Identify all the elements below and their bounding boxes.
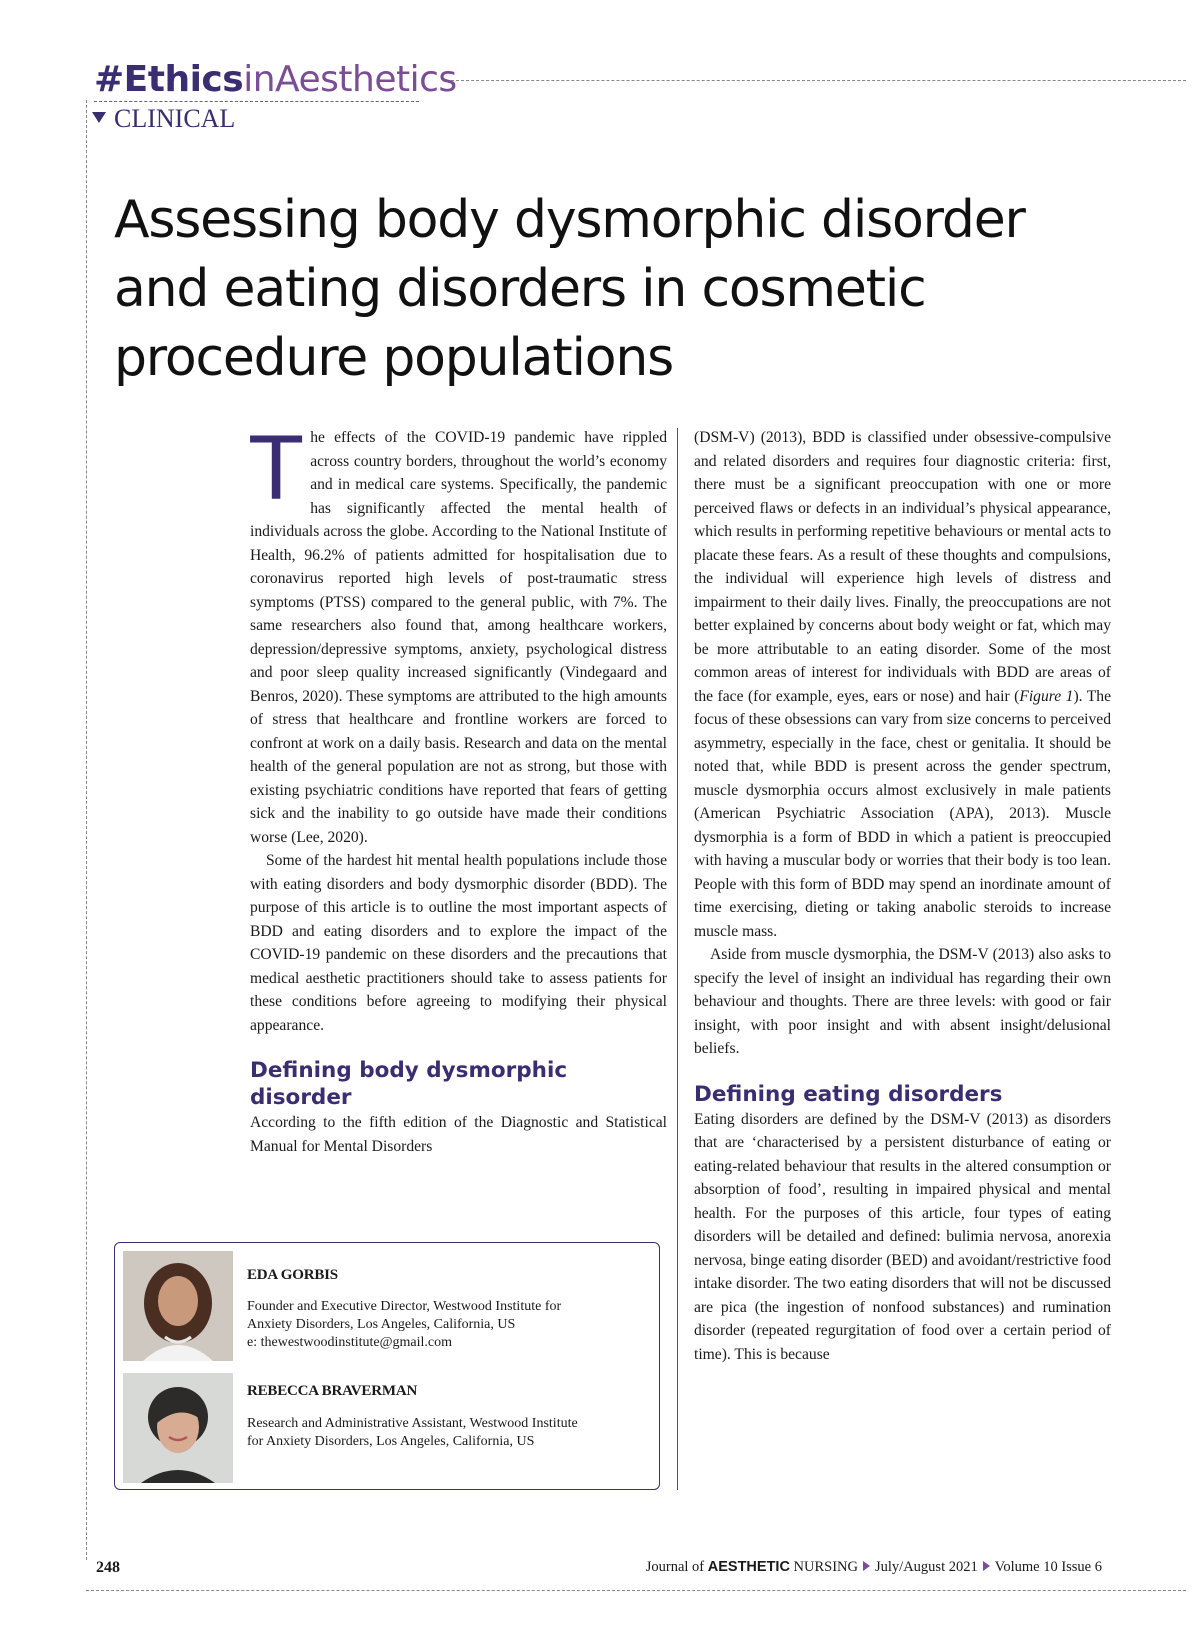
triangle-right-icon	[983, 1561, 990, 1571]
author-affiliation	[247, 1415, 647, 1451]
author-affiliation-line: Research and Administrative Assistant, Westwood Institute	[247, 1416, 578, 1431]
author-affiliation-line: Anxiety Disorders, Los Angeles, California, US	[247, 1317, 516, 1332]
paragraph	[694, 426, 1111, 943]
article-title: Assessing body dysmorphic disorder and eating disorders in cosmetic procedure populations	[114, 190, 1025, 388]
author-affiliation-line: for Anxiety Disorders, Los Angeles, California, US	[247, 1434, 535, 1449]
column-divider	[677, 428, 678, 1490]
section-heading-bdd: Defining body dysmorphic disorder	[250, 1058, 568, 1110]
brand-hashtag	[94, 58, 457, 102]
author-box	[114, 1242, 660, 1490]
author-photo-eda-gorbis	[123, 1251, 233, 1361]
paragraph-text: (DSM-V) (2013), BDD is classified under obsessive-compulsive and related disorders and requires four diagnostic criteria: first, there must be a significant preoccupation with one or more perceived flaws or defects in an individual’s physical appearance, which results in performing repetitive behaviours or mental acts to placate these fears. As a result of these thoughts and compulsions, the individual will experience high levels of distress and impairment to their daily lives. Finally, the preoccupations are not better explained by concerns about body weight or fat, which may be more attributable to an eating disorder. Some of the most common areas of interest for individuals with BDD are areas of the face (for example, eyes, ears or nose) and hair (	[694, 429, 1111, 705]
journal-brand: AESTHETIC	[707, 1559, 790, 1575]
bottom-dashed-rule	[86, 1590, 1186, 1591]
section-label-text: CLINICAL	[114, 104, 236, 133]
volume-issue: Volume 10 Issue 6	[994, 1559, 1102, 1575]
author-photo-rebecca-braverman	[123, 1373, 233, 1483]
paragraph: According to the fifth edition of the Diagnostic and Statistical Manual for Mental Disorders	[250, 1114, 667, 1155]
figure-reference-link[interactable]: Figure 1	[1019, 687, 1074, 705]
paragraph-text: ). The focus of these obsessions can vary from size concerns to perceived asymmetry, especially in the face, chest or genitalia. It should be noted that, while BDD is present across the gender spectrum, muscle dysmorphia occurs almost exclusively in male patients (American Psychiatric Association (APA), 2013). Muscle dysmorphia is a form of BDD in which a patient is preoccupied with having a muscular body or worries that their body is too lean. People with this form of BDD may spend an inordinate amount of time exercising, dieting or taking anabolic steroids to increase muscle mass.	[694, 687, 1112, 940]
section-heading-eating-disorders: Defining eating disorders	[694, 1081, 1003, 1107]
paragraph: Some of the hardest hit mental health populations include those with eating disorders and body dysmorphic disorder (BDD). The purpose of this article is to outline the most important aspects of BDD and eating disorders and to explore the impact of the COVID-19 pandemic on these disorders and the precautions that medical aesthetic practitioners should take to assess patients for these conditions before agreeing to modifying their physical appearance.	[250, 852, 667, 1034]
section-label	[92, 104, 235, 134]
paragraph: Aside from muscle dysmorphia, the DSM-V (2013) also asks to specify the level of insight an individual has regarding their own behaviour and thoughts. There are three levels: with good or fair insight, with poor insight and with absent insight/delusional beliefs.	[694, 946, 1111, 1057]
brand-part-aesthetics: inAesthetics	[243, 59, 457, 100]
page-number: 248	[96, 1559, 120, 1576]
brand-underline	[94, 101, 419, 102]
journal-suffix: NURSING	[793, 1559, 858, 1575]
article-column-2	[694, 426, 1111, 1516]
left-dashed-rule	[86, 100, 87, 1560]
top-dashed-rule	[446, 80, 1186, 81]
triangle-down-icon	[92, 112, 106, 123]
author-affiliation-line: Founder and Executive Director, Westwood Institute for	[247, 1299, 562, 1314]
paragraph: he effects of the COVID-19 pandemic have rippled across country borders, throughout the world’s economy and in medical care systems. Specifically, the pandemic has significantly affected the mental health of individuals across the globe. According to the National Institute of Health, 96.2% of patients admitted for hospitalisation due to coronavirus reported high levels of post-traumatic stress symptoms (PTSS) compared to the general public, with 7%. The same researchers also found that, among healthcare workers, depression/depressive symptoms, anxiety, psychological distress and poor sleep quality increased significantly (Vindegaard and Benros, 2020). These symptoms are attributed to the high amounts of stress that healthcare and frontline workers are forced to confront at work on a daily basis. Research and data on the mental health of the general population are not as strong, but those with existing psychiatric conditions have reported that fears of getting sick and the inability to go outside have made their conditions worse (Lee, 2020).	[250, 429, 667, 846]
author-affiliation	[247, 1298, 647, 1352]
paragraph: Eating disorders are defined by the DSM-V (2013) as disorders that are ‘characterised by a persistent disturbance of eating or eating-related behaviour that results in the altered consumption or absorption of food’, resulting in impaired physical and mental health. For the purposes of this article, four types of eating disorders will be detailed and defined: bulimia nervosa, anorexia nervosa, binge eating disorder (BED) and avoidant/restrictive food intake disorder. The two eating disorders that will not be discussed are pica (the ingestion of nonfood substances) and rumination disorder (repeated regurgitation of food over a certain period of time). This is because	[694, 1110, 1111, 1363]
brand-part-ethics: #Ethics	[94, 59, 244, 100]
author-name: REBECCA BRAVERMAN	[247, 1383, 418, 1399]
issue-date: July/August 2021	[875, 1559, 978, 1575]
triangle-right-icon	[863, 1561, 870, 1571]
journal-prefix: Journal of	[645, 1559, 705, 1575]
drop-cap: T	[248, 417, 305, 519]
author-name: EDA GORBIS	[247, 1267, 338, 1283]
author-email[interactable]: e: thewestwoodinstitute@gmail.com	[247, 1335, 452, 1350]
journal-footer	[646, 1559, 1102, 1576]
